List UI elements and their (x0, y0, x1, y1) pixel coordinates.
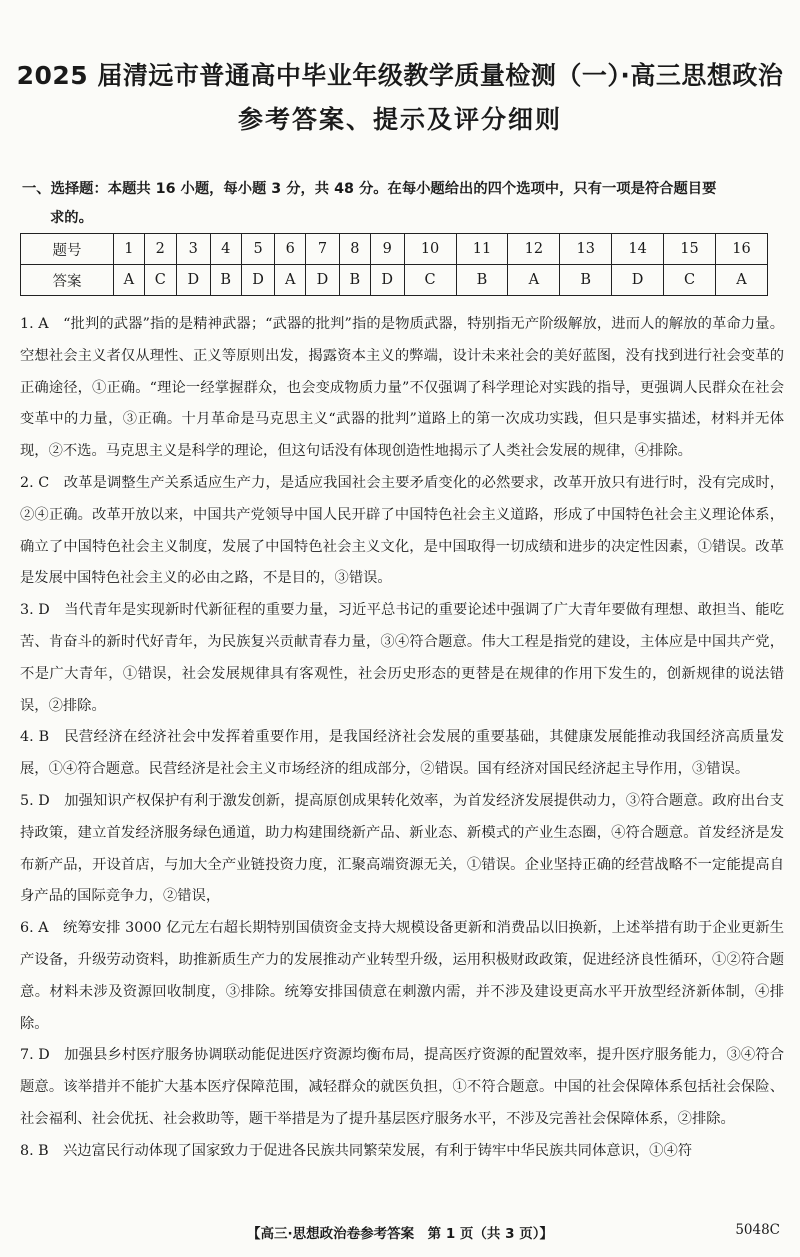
list-item (20, 595, 784, 722)
answer-cell: B (560, 265, 612, 296)
answer-cell: B (210, 265, 241, 296)
answer-cell: D (176, 265, 210, 296)
answer-cell: D (306, 265, 340, 296)
question-number: 15 (664, 234, 716, 265)
list-item (20, 1040, 784, 1135)
footer-code: 5048C (735, 1222, 780, 1238)
question-number: 2 (144, 234, 176, 265)
item-number: 4. B (20, 729, 50, 746)
row-label-number: 题号 (21, 234, 114, 265)
question-number: 5 (241, 234, 275, 265)
item-text: 兴边富民行动体现了国家致力于促进各民族共同繁荣发展，有利于铸牢中华民族共同体意识，①④符 (63, 1142, 693, 1159)
list-item (20, 913, 784, 1040)
question-number: 8 (339, 234, 370, 265)
answer-cell: D (241, 265, 275, 296)
answer-cell: A (114, 265, 145, 296)
list-item (20, 1136, 784, 1168)
list-item (20, 722, 784, 786)
question-number: 10 (404, 234, 456, 265)
answer-cell: A (715, 265, 767, 296)
item-text: 民营经济在经济社会中发挥着重要作用，是我国经济社会发展的重要基础，其健康发展能推动我国经济高质量发展，①④符合题意。民营经济是社会主义市场经济的组成部分，②错误。国有经济对国民经济起主导作用，③错误。 (20, 729, 784, 778)
list-item (20, 468, 784, 595)
row-label-answer: 答案 (21, 265, 114, 296)
question-number: 3 (176, 234, 210, 265)
question-number: 4 (210, 234, 241, 265)
item-number: 1. A (20, 316, 49, 332)
item-text: “批判的武器”指的是精神武器；“武器的批判”指的是物质武器，特别指无产阶级解放，进而人的解放的革命力量。空想社会主义者仅从理性、正义等原则出发，揭露资本主义的弊端，设计未来社会的美好蓝图，没有找到进行社会变革的正确途径，①正确。“理论一经掌握群众，也会变成物质力量”不仅强调了科学理论对实践的指导，更强调人民群众在社会变革中的力量，③正确。十月革命是马克思主义“武器的批判”道路上的第一次成功实践，但只是事实描述，材料并无体现，②不选。马克思主义是科学的理论，但这句话没有体现创造性地揭示了人类社会发展的规律，④排除。 (20, 316, 785, 460)
item-text: 加强县乡村医疗服务协调联动能促进医疗资源均衡布局，提高医疗资源的配置效率，提升医疗服务能力，③④符合题意。该举措并不能扩大基本医疗保障范围，减轻群众的就医负担，①不符合题意。中国的社会保障体系包括社会保险、社会福利、社会优抚、社会救助等，题干举措是为了提升基层医疗服务水平，不涉及完善社会保障体系，②排除。 (20, 1047, 784, 1127)
answer-cell: B (339, 265, 370, 296)
item-number: 6. A (20, 920, 49, 937)
answer-cell: C (404, 265, 456, 296)
section-heading-line1: 一、选择题：本题共 16 小题，每小题 3 分，共 48 分。在每小题给出的四个选项中，只有一项是符合题目要 (22, 181, 717, 197)
answer-cell: C (664, 265, 716, 296)
answer-cell: A (275, 265, 306, 296)
item-number: 3. D (20, 602, 50, 619)
answer-cell: D (612, 265, 664, 296)
list-item (20, 786, 784, 913)
question-number: 14 (612, 234, 664, 265)
footer-page-info: 【高三·思想政治卷参考答案 第 1 页（共 3 页）】 (247, 1226, 553, 1242)
item-text: 当代青年是实现新时代新征程的重要力量，习近平总书记的重要论述中强调了广大青年要做有理想、敢担当、能吃苦、肯奋斗的新时代好青年，为民族复兴贡献青春力量，③④符合题意。伟大工程是指党的建设，主体应是中国共产党，不是广大青年，①错误，社会发展规律具有客观性，社会历史形态的更替是在规律的作用下发生的，创新规律的说法错误，②排除。 (20, 602, 784, 714)
answer-table-number-row (21, 234, 768, 265)
answer-cell: D (370, 265, 404, 296)
section-heading-line2: 求的。 (50, 210, 93, 226)
answer-cell: C (144, 265, 176, 296)
answer-cell: B (456, 265, 508, 296)
item-number: 8. B (20, 1142, 49, 1159)
item-text: 加强知识产权保护有利于激发创新，提高原创成果转化效率，为首发经济发展提供动力，③符合题意。政府出台支持政策，建立首发经济服务绿色通道，助力构建围绕新产品、新业态、新模式的产业生态圈，④符合题意。首发经济是发布新产品，开设首店，与加大全产业链投资力度，汇聚高端资源无关，①错误。企业坚持正确的经营战略不一定能提高自身产品的国际竞争力，②错误， (20, 792, 784, 905)
item-text: 改革是调整生产关系适应生产力，是适应我国社会主要矛盾变化的必然要求，改革开放只有进行时，没有完成时，②④正确。改革开放以来，中国共产党领导中国人民开辟了中国特色社会主义道路，形成了中国特色社会主义理论体系，确立了中国特色社会主义制度，发展了中国特色社会主义文化，是中国取得一切成绩和进步的决定性因素，①错误。改革是发展中国特色社会主义的必由之路，不是目的，③错误。 (20, 474, 785, 587)
question-number: 16 (715, 234, 767, 265)
section-heading (22, 175, 784, 233)
explanation-list (20, 309, 784, 1168)
question-number: 1 (114, 234, 145, 265)
item-number: 7. D (20, 1047, 50, 1064)
question-number: 13 (560, 234, 612, 265)
question-number: 6 (275, 234, 306, 265)
page-title: 2025 届清远市普通高中毕业年级教学质量检测（一）·高三思想政治 (16, 61, 784, 90)
answer-table (20, 233, 768, 296)
answer-cell: A (508, 265, 560, 296)
question-number: 11 (456, 234, 508, 265)
question-number: 9 (370, 234, 404, 265)
question-number: 12 (508, 234, 560, 265)
answer-table-answer-row (21, 265, 768, 296)
list-item (20, 309, 784, 468)
question-number: 7 (306, 234, 340, 265)
page-subtitle: 参考答案、提示及评分细则 (237, 105, 562, 134)
item-text: 统筹安排 3000 亿元左右超长期特别国债资金支持大规模设备更新和消费品以旧换新，上述举措有助于企业更新生产设备，升级劳动资料，助推新质生产力的发展推动产业转型升级，运用积极财政政策，促进经济良性循环，①②符合题意。材料未涉及资源回收制度，③排除。统筹安排国债意在刺激内需，并不涉及建设更高水平开放型经济新体制，④排除。 (20, 920, 785, 1032)
item-number: 2. C (20, 474, 50, 491)
item-number: 5. D (20, 792, 50, 809)
